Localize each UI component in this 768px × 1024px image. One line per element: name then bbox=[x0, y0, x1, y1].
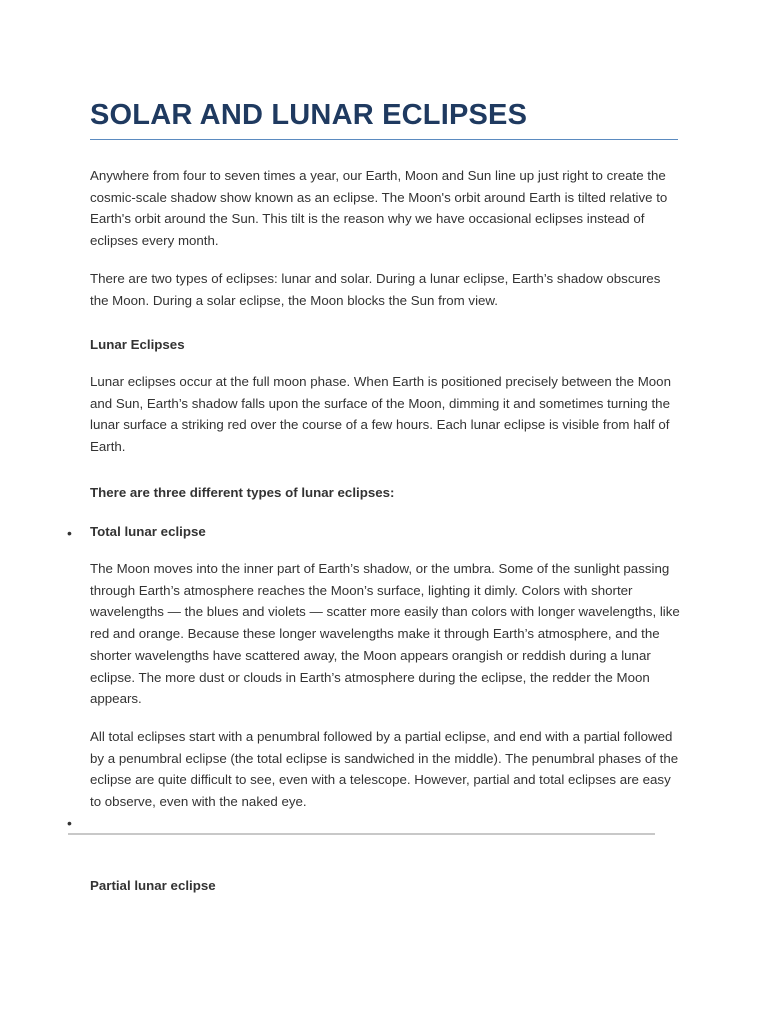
total-lunar-paragraph-2: All total eclipses start with a penumbral followed by a partial eclipse, and end with a partial followed by a penumbral eclipse (the total eclipse is sandwiched in the middle). The penumbral phases of the eclipse are quite difficult to see, even with a telescope. However, partial and total eclipses are easy to observe, even with the naked eye. bbox=[90, 729, 679, 810]
lunar-types-heading: There are three different types of lunar eclipses: bbox=[90, 485, 395, 500]
total-lunar-paragraph-1: The Moon moves into the inner part of Earth’s shadow, or the umbra. Some of the sunlight passing through Earth’s atmosphere reaches the Moon’s surface, lighting it dimly. Colors with shorter wavelengths — the blues and violets — scatter more easily than colors with longer wavelengths, like red and orange. Because these longer wavelengths make it through Earth’s atmosphere, and the shorter wavelengths have scattered away, the Moon appears orangish or reddish during a lunar eclipse. The more dust or clouds in Earth’s atmosphere during the eclipse, the redder the Moon appears. bbox=[90, 561, 680, 707]
title-underline bbox=[90, 139, 678, 140]
intro-paragraph-1: Anywhere from four to seven times a year, our Earth, Moon and Sun line up just right to create the cosmic-scale shadow show known as an eclipse. The Moon's orbit around Earth is tilted relative to Earth's orbit around the Sun. This tilt is the reason why we have occasional eclipses instead of eclipses every month. bbox=[90, 168, 668, 249]
lunar-eclipses-heading: Lunar Eclipses bbox=[90, 337, 185, 352]
intro-paragraph-2: There are two types of eclipses: lunar and solar. During a lunar eclipse, Earth’s shadow obscures the Moon. During a solar eclipse, the Moon blocks the Sun from view. bbox=[90, 271, 661, 308]
lunar-eclipses-paragraph: Lunar eclipses occur at the full moon phase. When Earth is positioned precisely between the Moon and Sun, Earth’s shadow falls upon the surface of the Moon, dimming it and sometimes turning the lunar surface a striking red over the course of a few hours. Each lunar eclipse is visible from half of Earth. bbox=[90, 374, 671, 455]
page-title: SOLAR AND LUNAR ECLIPSES bbox=[90, 99, 528, 131]
empty-bullet-marker: • bbox=[67, 815, 72, 831]
horizontal-divider bbox=[68, 833, 655, 835]
partial-lunar-eclipse-heading: Partial lunar eclipse bbox=[90, 878, 216, 893]
total-lunar-eclipse-heading: Total lunar eclipse bbox=[90, 524, 206, 539]
bullet-marker: • bbox=[67, 525, 72, 541]
